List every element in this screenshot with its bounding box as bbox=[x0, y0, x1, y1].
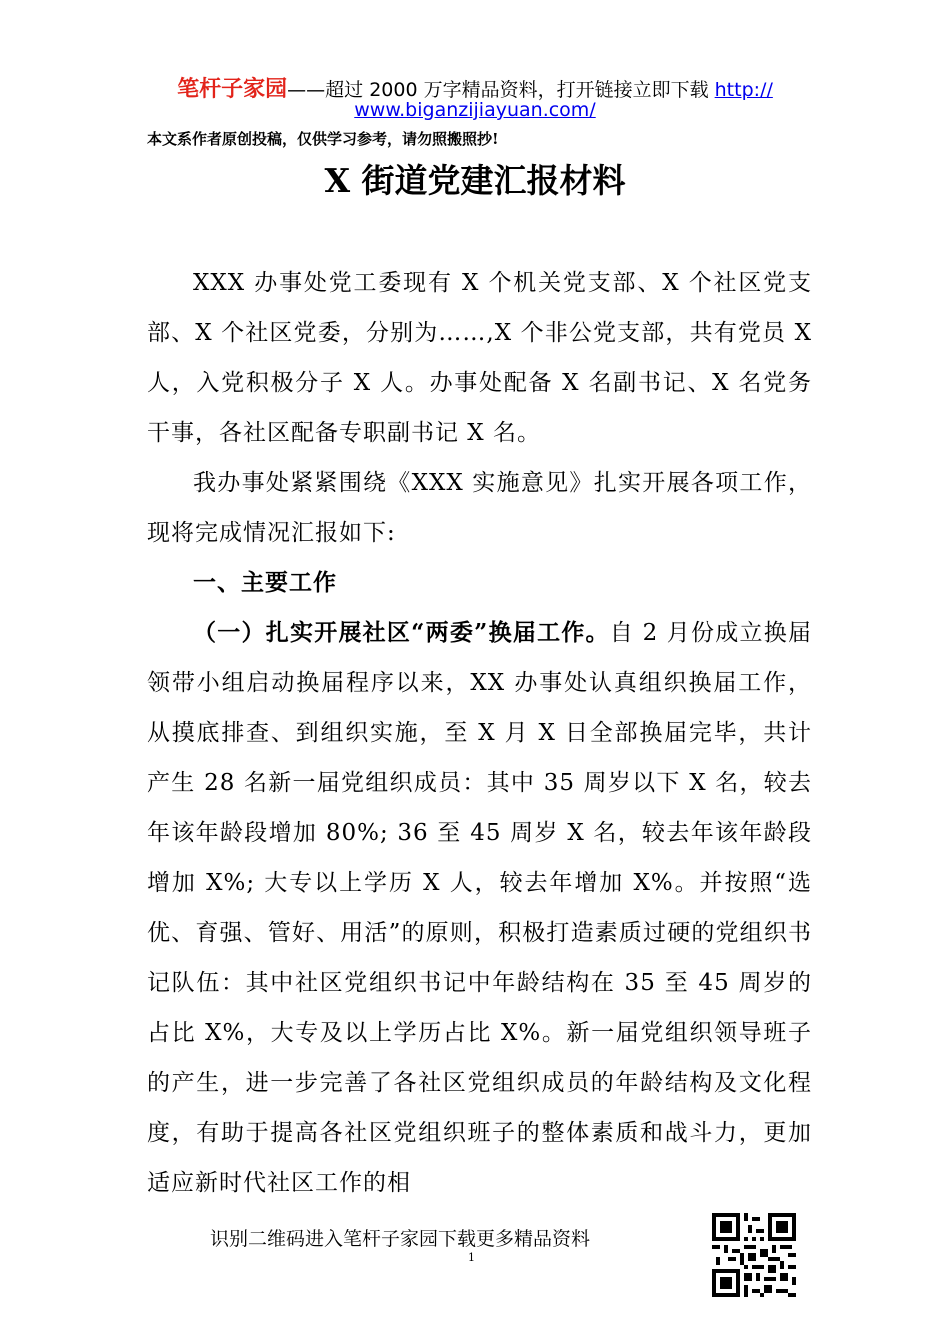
paragraph-summary: 我办事处紧紧围绕《XXX 实施意见》扎实开展各项工作，现将完成情况汇报如下: bbox=[147, 470, 812, 546]
subsection-body: 自 2 月份成立换届领带小组启动换届程序以来，XX 办事处认真组织换届工作，从摸底排查、到组织实施，至 X 月 X 日全部换届完毕，共计产生 28 名新一届党组织成员：其中 35 周岁以下 X 名，较去年该年龄段增加 80%; 36 至 45 周岁 X 名，较去年该年龄段增加 X%; 大专以上学历 X 人，较去年增加 X%。并按照“选优、育强、管好、用活”的原则，积极打造素质过硬的党组织书记队伍：其中社区党组织书记中年龄结构在 35 至 45 周岁的占比 X%，大专及以上学历占比 X%。新一届党组织领导班子的产生，进一步完善了各社区党组织成员的年龄结构及文化程度，有助于提高各社区党组织班子的整体素质和战斗力，更加适应新时代社区工作的相 bbox=[147, 620, 812, 1196]
qr-code-icon[interactable] bbox=[712, 1213, 796, 1297]
site-link-part1[interactable]: http:// bbox=[714, 79, 773, 101]
site-link-part2[interactable]: www.biganzijiayuan.com/ bbox=[354, 99, 596, 121]
section-heading: 一、主要工作 bbox=[193, 570, 337, 596]
page-number: 1 bbox=[468, 1251, 475, 1264]
header-tagline: ——超过 2000 万字精品资料，打开链接立即下载 bbox=[287, 79, 715, 101]
copyright-notice: 本文系作者原创投稿，仅供学习参考，请勿照搬照抄! bbox=[147, 130, 499, 148]
paragraph-intro: XXX 办事处党工委现有 X 个机关党支部、X 个社区党支部、X 个社区党委，分别为……,X 个非公党支部，共有党员 X 人，入党积极分子 X 人。办事处配备 X 名副书记、X 名党务干事，各社区配备专职副书记 X 名。 bbox=[147, 270, 812, 446]
footer-text: 识别二维码进入笔杆子家园下载更多精品资料 bbox=[210, 1228, 591, 1250]
document-body bbox=[147, 258, 812, 1208]
brand-name: 笔杆子家园 bbox=[177, 77, 288, 102]
paragraph-subsection-1 bbox=[147, 608, 812, 1208]
subsection-heading: （一）扎实开展社区“两委”换届工作。 bbox=[193, 619, 610, 646]
document-title: X 街道党建汇报材料 bbox=[324, 161, 626, 200]
header-link-line bbox=[0, 99, 950, 121]
